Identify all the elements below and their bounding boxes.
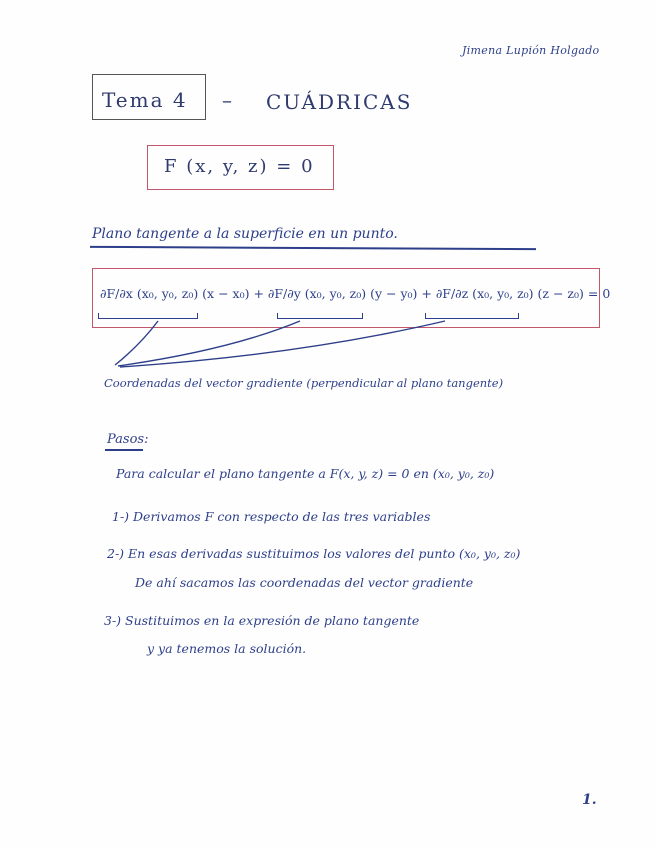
step-2-line-1: 2-) En esas derivadas sustituimos los valores del punto (x₀, y₀, z₀) — [107, 546, 521, 561]
step-3-line-2: y ya tenemos la solución. — [147, 641, 307, 656]
page-title: CUÁDRICAS — [266, 90, 413, 114]
steps-heading: Pasos: — [107, 432, 149, 447]
steps-intro: Para calcular el plano tangente a F(x, y, z) = 0 en (x₀, y₀, z₀) — [116, 466, 495, 481]
section-heading: Plano tangente a la superficie en un punto. — [92, 226, 398, 242]
step-3-line-1: 3-) Sustituimos en la expresión de plano tangente — [104, 613, 420, 628]
steps-heading-underline — [105, 449, 143, 451]
step-1: 1-) Derivamos F con respecto de las tres variables — [112, 509, 431, 524]
tangent-plane-formula: ∂F/∂x (x₀, y₀, z₀) (x − x₀) + ∂F/∂y (x₀, y₀, z₀) (y − y₀) + ∂F/∂z (x₀, y₀, z₀) (z − z₀) = 0 — [100, 286, 611, 301]
tema-label: Tema 4 — [102, 88, 188, 112]
author-name: Jimena Lupión Holgado — [462, 44, 600, 57]
gradient-caption: Coordenadas del vector gradiente (perpendicular al plano tangente) — [104, 376, 504, 390]
surface-equation: F (x, y, z) = 0 — [164, 156, 315, 177]
title-dash: – — [222, 88, 232, 112]
step-2-line-2: De ahí sacamos las coordenadas del vector gradiente — [135, 575, 474, 590]
page-number: 1. — [582, 792, 597, 808]
